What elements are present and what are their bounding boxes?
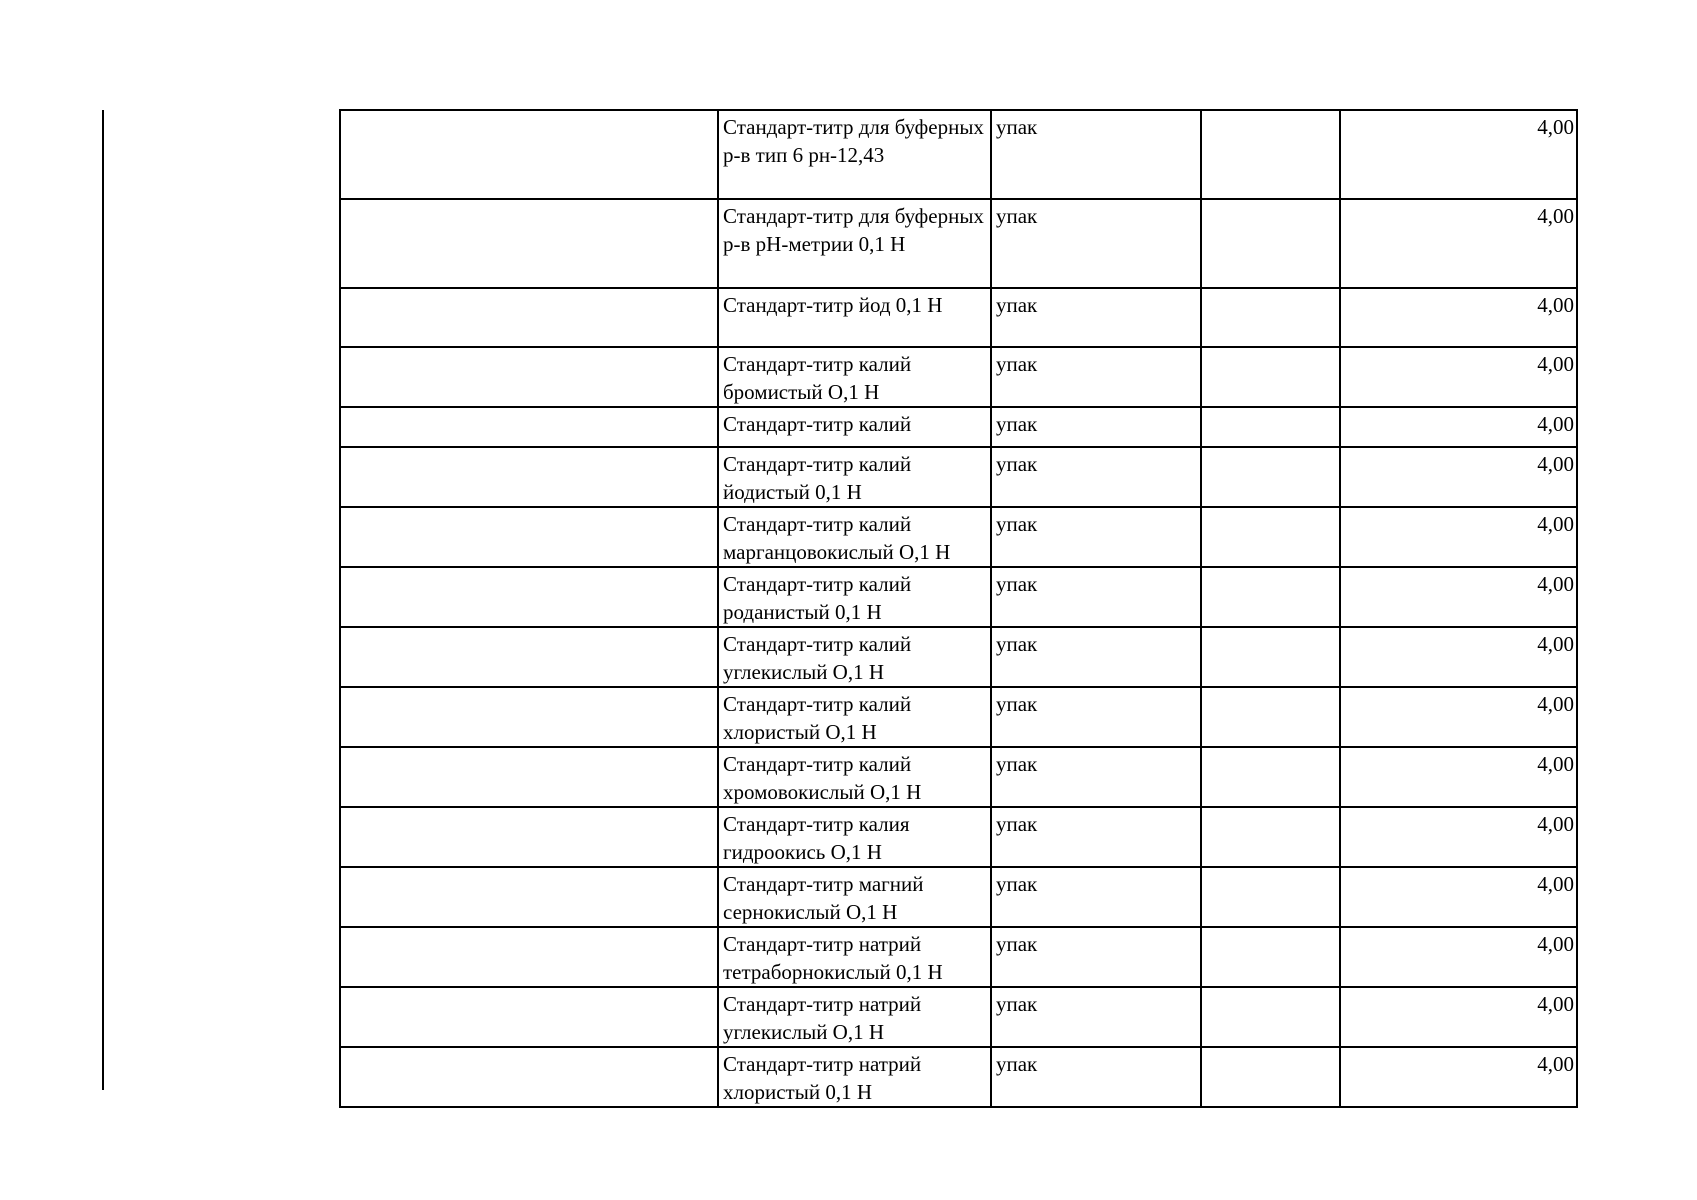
unit-cell: упак	[991, 747, 1201, 807]
empty-cell	[1201, 867, 1340, 927]
unit-cell: упак	[991, 447, 1201, 507]
empty-cell	[340, 807, 718, 867]
table-row	[340, 807, 1577, 867]
empty-cell	[340, 627, 718, 687]
empty-cell	[1201, 567, 1340, 627]
quantity-cell: 4,00	[1340, 627, 1577, 687]
unit-cell: упак	[991, 627, 1201, 687]
table-row	[340, 447, 1577, 507]
quantity-cell: 4,00	[1340, 867, 1577, 927]
table-row	[340, 987, 1577, 1047]
table-row	[340, 687, 1577, 747]
quantity-cell: 4,00	[1340, 347, 1577, 407]
product-name: Стандарт-титр калий углекислый О,1 Н	[718, 627, 991, 687]
quantity-cell: 4,00	[1340, 407, 1577, 447]
empty-cell	[340, 567, 718, 627]
table-row	[340, 110, 1577, 199]
empty-cell	[1201, 347, 1340, 407]
products-table	[339, 109, 1578, 1108]
empty-cell	[340, 507, 718, 567]
quantity-cell: 4,00	[1340, 927, 1577, 987]
unit-cell: упак	[991, 1047, 1201, 1107]
empty-cell	[1201, 1047, 1340, 1107]
unit-cell: упак	[991, 110, 1201, 199]
empty-cell	[340, 687, 718, 747]
empty-cell	[340, 288, 718, 347]
empty-cell	[340, 867, 718, 927]
empty-cell	[340, 407, 718, 447]
product-name: Стандарт-титр калий	[718, 407, 991, 447]
empty-cell	[340, 199, 718, 288]
product-name: Стандарт-титр натрий хлористый 0,1 Н	[718, 1047, 991, 1107]
empty-cell	[340, 1047, 718, 1107]
quantity-cell: 4,00	[1340, 199, 1577, 288]
left-margin-rule	[102, 110, 104, 1090]
unit-cell: упак	[991, 807, 1201, 867]
product-name: Стандарт-титр калий хлористый О,1 Н	[718, 687, 991, 747]
table-row	[340, 867, 1577, 927]
empty-cell	[1201, 807, 1340, 867]
table-row	[340, 199, 1577, 288]
quantity-cell: 4,00	[1340, 687, 1577, 747]
empty-cell	[1201, 987, 1340, 1047]
table-row	[340, 288, 1577, 347]
table-row	[340, 747, 1577, 807]
empty-cell	[1201, 627, 1340, 687]
quantity-cell: 4,00	[1340, 747, 1577, 807]
empty-cell	[1201, 447, 1340, 507]
table-row	[340, 567, 1577, 627]
table-row	[340, 507, 1577, 567]
product-name: Стандарт-титр для буферных р-в тип 6 рн-12,43	[718, 110, 991, 199]
unit-cell: упак	[991, 288, 1201, 347]
product-name: Стандарт-титр йод 0,1 Н	[718, 288, 991, 347]
unit-cell: упак	[991, 347, 1201, 407]
unit-cell: упак	[991, 687, 1201, 747]
empty-cell	[340, 110, 718, 199]
quantity-cell: 4,00	[1340, 567, 1577, 627]
product-name: Стандарт-титр натрий углекислый О,1 Н	[718, 987, 991, 1047]
empty-cell	[340, 927, 718, 987]
empty-cell	[1201, 687, 1340, 747]
empty-cell	[340, 987, 718, 1047]
product-name: Стандарт-титр калия гидроокись О,1 Н	[718, 807, 991, 867]
unit-cell: упак	[991, 987, 1201, 1047]
product-name: Стандарт-титр калий марганцовокислый О,1 Н	[718, 507, 991, 567]
empty-cell	[340, 747, 718, 807]
product-name: Стандарт-титр калий хромовокислый О,1 Н	[718, 747, 991, 807]
unit-cell: упак	[991, 867, 1201, 927]
unit-cell: упак	[991, 407, 1201, 447]
empty-cell	[1201, 407, 1340, 447]
quantity-cell: 4,00	[1340, 110, 1577, 199]
empty-cell	[1201, 110, 1340, 199]
product-name: Стандарт-титр магний сернокислый О,1 Н	[718, 867, 991, 927]
unit-cell: упак	[991, 927, 1201, 987]
unit-cell: упак	[991, 507, 1201, 567]
empty-cell	[1201, 927, 1340, 987]
empty-cell	[1201, 288, 1340, 347]
empty-cell	[1201, 747, 1340, 807]
empty-cell	[340, 347, 718, 407]
quantity-cell: 4,00	[1340, 1047, 1577, 1107]
table-row	[340, 927, 1577, 987]
product-name: Стандарт-титр для буферных р-в рН-метрии 0,1 Н	[718, 199, 991, 288]
quantity-cell: 4,00	[1340, 447, 1577, 507]
table-row	[340, 407, 1577, 447]
product-name: Стандарт-титр калий роданистый 0,1 Н	[718, 567, 991, 627]
quantity-cell: 4,00	[1340, 288, 1577, 347]
quantity-cell: 4,00	[1340, 987, 1577, 1047]
empty-cell	[340, 447, 718, 507]
table-row	[340, 1047, 1577, 1107]
table-row	[340, 347, 1577, 407]
product-name: Стандарт-титр калий йодистый 0,1 Н	[718, 447, 991, 507]
quantity-cell: 4,00	[1340, 807, 1577, 867]
empty-cell	[1201, 199, 1340, 288]
quantity-cell: 4,00	[1340, 507, 1577, 567]
unit-cell: упак	[991, 567, 1201, 627]
product-name: Стандарт-титр натрий тетраборнокислый 0,1 Н	[718, 927, 991, 987]
empty-cell	[1201, 507, 1340, 567]
product-name: Стандарт-титр калий бромистый О,1 Н	[718, 347, 991, 407]
table-row	[340, 627, 1577, 687]
unit-cell: упак	[991, 199, 1201, 288]
